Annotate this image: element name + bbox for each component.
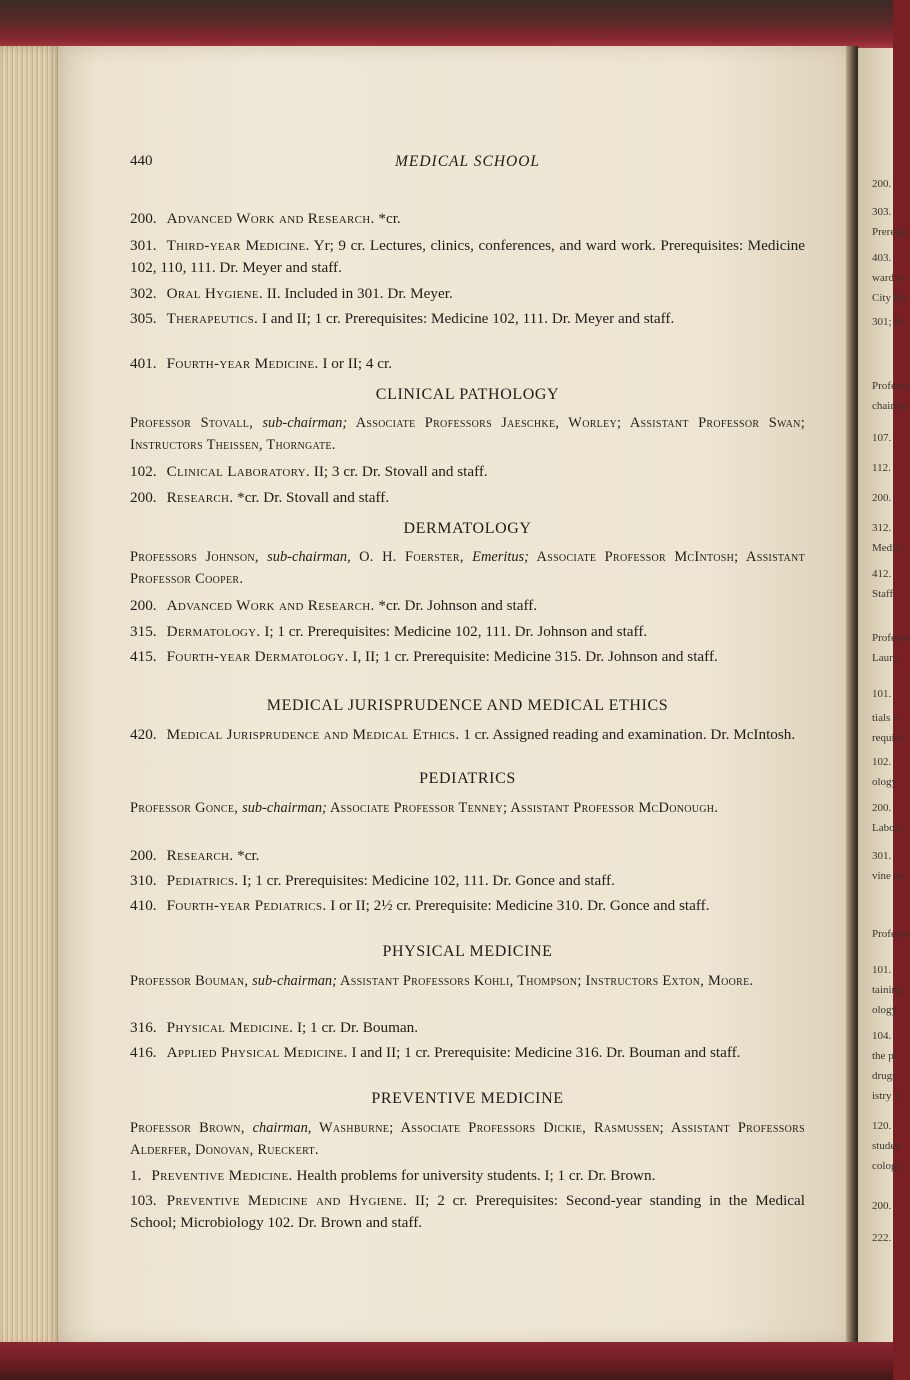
facing-page-fragment: 104. — [872, 1030, 892, 1042]
section-heading: MEDICAL JURISPRUDENCE AND MEDICAL ETHICS — [266, 697, 669, 714]
section-heading: PEDIATRICS — [419, 770, 516, 787]
course-entry: 200. Research. *cr. Dr. Stovall and staff. — [130, 489, 390, 506]
facing-page-fragment: Professo — [872, 380, 910, 392]
course-entry: 416. Applied Physical Medicine. I and II; 1 cr. Prerequisite: Medicine 316. Dr. Bouman and staff. — [130, 1044, 741, 1061]
facing-page-fragment: Prerequi — [872, 226, 910, 238]
facing-page-fragment: 101. — [872, 688, 892, 700]
facing-page-fragment: studen — [872, 1140, 901, 1152]
facing-page-fragment: ward w — [872, 272, 905, 284]
facing-page-fragment: Labora — [872, 822, 904, 834]
facing-page-fragment: the pl — [872, 1050, 897, 1062]
facing-page-fragment: 112. — [872, 462, 891, 474]
facing-page-fragment: 403. — [872, 252, 892, 264]
facing-page-fragment: Professo — [872, 928, 910, 940]
faculty-list: Professor Stovall, sub-chairman; Associate Professors Jaeschke, Worley; Assistant Professor Swan; Instructors Theissen, Thorngate. — [130, 415, 805, 453]
facing-page-fragment: requisit — [872, 732, 905, 744]
facing-page-fragment: 412. — [872, 568, 892, 580]
course-entry: 103. Preventive Medicine and Hygiene. II; 2 cr. Prerequisites: Second-year standing in the Medical School; Microbiology 102. Dr. Brown and staff. — [130, 1192, 805, 1231]
facing-page-fragment: 301. — [872, 850, 892, 862]
facing-page-fragment: 102. — [872, 756, 892, 768]
section-heading: DERMATOLOGY — [403, 520, 532, 537]
faculty-list: Professor Gonce, sub-chairman; Associate Professor Tenney; Assistant Professor McDonough. — [130, 800, 719, 816]
course-entry: 415. Fourth-year Dermatology. I, II; 1 cr. Prerequisite: Medicine 315. Dr. Johnson and staff. — [130, 648, 718, 665]
book-gutter — [846, 46, 858, 1346]
facing-page-fragment: Staff — [872, 588, 894, 600]
section-heading: PREVENTIVE MEDICINE — [371, 1090, 564, 1107]
facing-page-fragment: 222. — [872, 1232, 892, 1244]
facing-page-fragment: vine an — [872, 870, 905, 882]
facing-page-fragment: 107. — [872, 432, 892, 444]
section-heading: PHYSICAL MEDICINE — [382, 943, 553, 960]
faculty-list: Professors Johnson, sub-chairman, O. H. Foerster, Emeritus; Associate Professor McIntosh; Assistant Professor Cooper. — [130, 549, 805, 587]
course-entry: 200. Advanced Work and Research. *cr. Dr. Johnson and staff. — [130, 597, 538, 614]
facing-page-fragment: Professo — [872, 632, 910, 644]
facing-page-fragment: 301; Pr — [872, 316, 905, 328]
facing-page-fragment: ology — [872, 776, 898, 788]
facing-page-fragment: Laura — [872, 652, 898, 664]
course-entry: 305. Therapeutics. I and II; 1 cr. Prerequisites: Medicine 102, 111. Dr. Meyer and staff. — [130, 310, 675, 327]
facing-page-fragment: 303. — [872, 206, 892, 218]
facing-page-fragment: tials o — [872, 712, 899, 724]
facing-page-edge — [858, 48, 910, 1344]
course-entry: 302. Oral Hygiene. II. Included in 301. Dr. Meyer. — [130, 285, 453, 302]
facing-page-fragment: 312. — [872, 522, 892, 534]
course-entry: 200. Advanced Work and Research. *cr. — [130, 210, 401, 227]
book-binding-bottom — [0, 1342, 893, 1380]
facing-page-fragment: 101. — [872, 964, 892, 976]
faculty-list: Professor Brown, chairman, Washburne; Associate Professors Dickie, Rasmussen; Assistant Professors Alderfer, Donovan, Rueckert. — [130, 1120, 806, 1158]
course-entry: 420. Medical Jurisprudence and Medical Ethics. 1 cr. Assigned reading and examination. Dr. McIntosh. — [130, 726, 796, 743]
facing-page-fragment: 200. — [872, 802, 892, 814]
facing-page-fragment: 200. — [872, 178, 892, 190]
course-entry: 200. Research. *cr. — [130, 847, 260, 864]
facing-page-fragment: drugs. — [872, 1070, 900, 1082]
facing-page-fragment: ology — [872, 1004, 898, 1016]
page-number: 440 — [130, 153, 153, 169]
facing-page-fragment: Medici — [872, 542, 904, 554]
facing-page-fragment: City Bo — [872, 292, 907, 304]
facing-page-fragment: 120. — [872, 1120, 892, 1132]
course-entry: 316. Physical Medicine. I; 1 cr. Dr. Bouman. — [130, 1019, 419, 1036]
facing-page-fragment: 200. — [872, 492, 892, 504]
running-head — [130, 153, 805, 175]
facing-page-fragment: taining — [872, 984, 903, 996]
page-stack-edge — [0, 46, 62, 1346]
facing-page-fragment: 200. — [872, 1200, 892, 1212]
facing-page-fragment: chairma — [872, 400, 908, 412]
section-heading: CLINICAL PATHOLOGY — [375, 386, 560, 403]
course-entry: 315. Dermatology. I; 1 cr. Prerequisites: Medicine 102, 111. Dr. Johnson and staff. — [130, 623, 648, 640]
facing-page-fragment: istry 1 — [872, 1090, 900, 1102]
faculty-list: Professor Bouman, sub-chairman; Assistant Professors Kohli, Thompson; Instructors Exton, Moore. — [130, 973, 754, 989]
book-binding-top — [0, 0, 893, 48]
course-entry: 310. Pediatrics. I; 1 cr. Prerequisites: Medicine 102, 111. Dr. Gonce and staff. — [130, 872, 615, 889]
course-entry: 410. Fourth-year Pediatrics. I or II; 2½ cr. Prerequisite: Medicine 310. Dr. Gonce and staff. — [130, 897, 710, 914]
course-entry: 401. Fourth-year Medicine. I or II; 4 cr. — [130, 355, 393, 372]
course-entry: 1. Preventive Medicine. Health problems for university students. I; 1 cr. Dr. Brown. — [130, 1167, 656, 1184]
course-entry: 102. Clinical Laboratory. II; 3 cr. Dr. Stovall and staff. — [130, 463, 488, 480]
running-title: MEDICAL SCHOOL — [394, 153, 541, 170]
facing-page-fragment: cology — [872, 1160, 902, 1172]
course-entry: 301. Third-year Medicine. Yr; 9 cr. Lectures, clinics, conferences, and ward work. Prerequisites: Medicine 102, 110, 111. Dr. Meyer and staff. — [130, 237, 805, 276]
